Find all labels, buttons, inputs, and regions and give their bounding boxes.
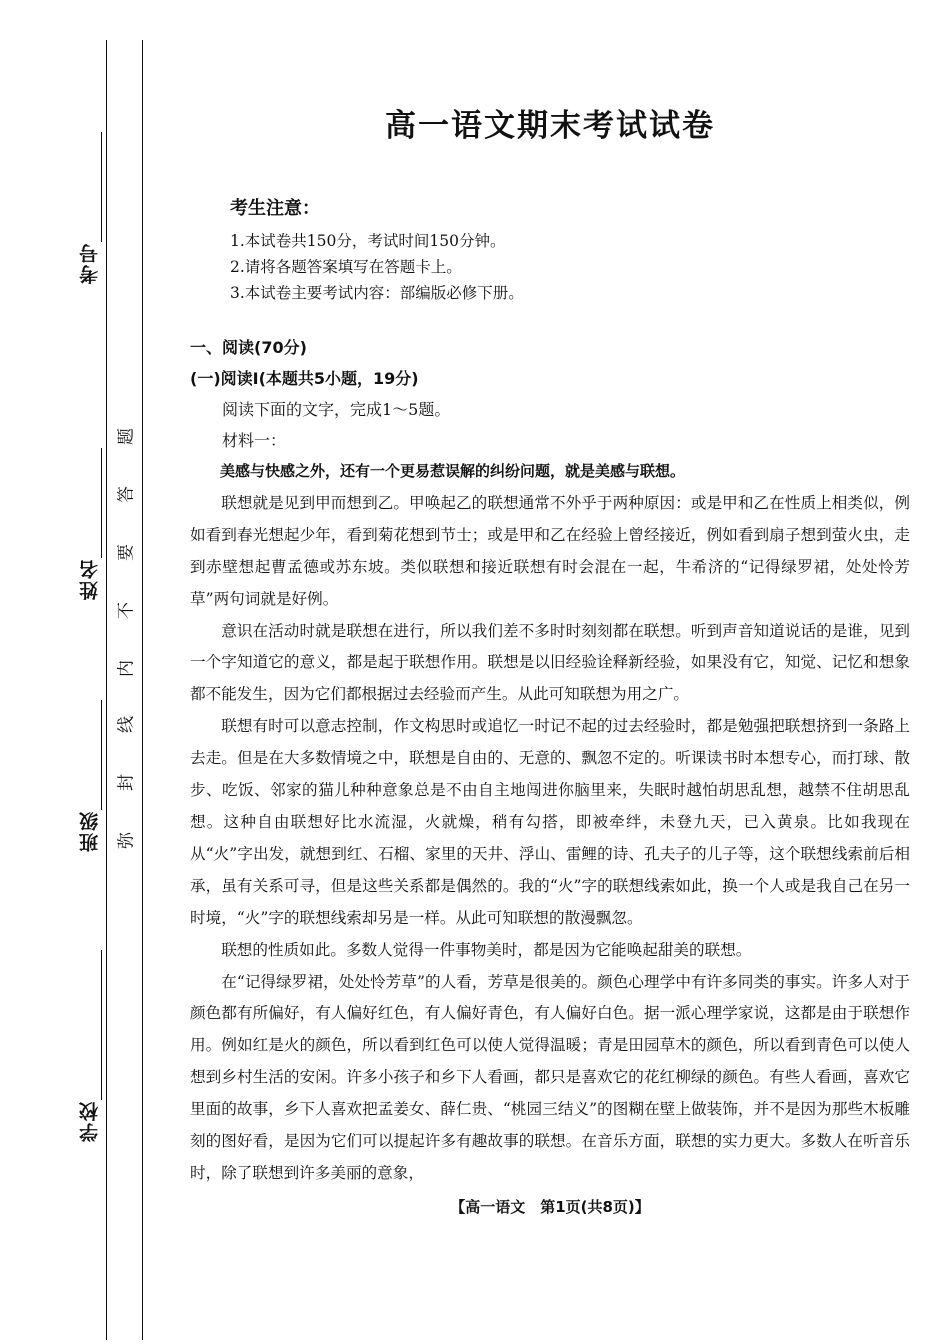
- school-blank[interactable]: [101, 950, 102, 1100]
- reading-instruction: 阅读下面的文字，完成1～5题。: [222, 400, 451, 419]
- section-subtitle: (一)阅读Ⅰ(本题共5小题，19分): [190, 369, 419, 388]
- exam-number-field[interactable]: [74, 132, 104, 284]
- name-field[interactable]: [74, 448, 104, 600]
- passage-paragraph: 在“记得绿罗裙，处处怜芳草”的人看，芳草是很美的。颜色心理学中有许多同类的事实。许多人对于颜色都有所偏好，有人偏好红色，有人偏好青色，有人偏好白色。据一派心理学家说，这都是由于联想作用。例如红是火的颜色，所以看到红色可以使人觉得温暖；青是田园草木的颜色，所以看到青色可以使人想到乡村生活的安闲。许多小孩子和乡下人看画，都只是喜欢它的花红柳绿的颜色。有些人看画，喜欢它里面的故事，乡下人喜欢把孟姜女、薛仁贵、“桃园三结义”的图糊在壁上做装饰，并不是因为那些木板雕刻的图好看，是因为它们可以提起许多有趣故事的联想。在音乐方面，联想的实力更大。多数人在听音乐时，除了联想到许多美丽的意象，: [190, 972, 910, 1182]
- passage-paragraph: 美感与快感之外，还有一个更易惹误解的纠纷问题，就是美感与联想。: [220, 462, 686, 480]
- class-label: 班级: [78, 810, 101, 852]
- exam-number-label: 考号: [78, 242, 101, 284]
- notice-heading: 考生注意：: [230, 198, 320, 219]
- notice-item: 1.本试卷共150分，考试时间150分钟。: [230, 232, 506, 250]
- notice-item: 2.请将各题答案填写在答题卡上。: [230, 258, 462, 276]
- page-footer: 【高一语文 第1页(共8页)】: [450, 1198, 650, 1216]
- candidate-notice: [230, 194, 870, 306]
- seal-char: 封: [116, 774, 137, 791]
- passage-paragraph: 意识在活动时就是联想在进行，所以我们差不多时时刻刻都在联想。听到声音知道说话的是谁，见到一个字知道它的意义，都是起于联想作用。联想是以旧经验诠释新经验，如果没有它，知觉、记忆和想象都不能发生，因为它们都根据过去经验而产生。从此可知联想为用之广。: [190, 621, 910, 704]
- section-title: 一、阅读(70分): [190, 338, 307, 357]
- name-label: 姓名: [78, 558, 101, 600]
- seal-char: 要: [116, 544, 137, 561]
- notice-item: 3.本试卷主要考试内容：部编版必修下册。: [230, 284, 524, 302]
- seal-char: 不: [116, 602, 137, 619]
- binding-strip: [0, 0, 160, 1344]
- name-blank[interactable]: [101, 448, 102, 558]
- seal-char: 题: [116, 428, 137, 445]
- passage-paragraph: 联想有时可以意志控制，作文构思时或追忆一时记不起的过去经验时，都是勉强把联想挤到一条路上去走。但是在大多数情境之中，联想是自由的、无意的、飘忽不定的。听课读书时本想专心，而打球、散步、吃饭、邻家的猫儿种种意象总是不由自主地闯进你脑里来，失眠时越怕胡思乱想，越禁不住胡思乱想。这种自由联想好比水流湿，火就燥，稍有勾搭，即被牵绊，未登九天，已入黄泉。比如我现在从“火”字出发，就想到红、石榴、家里的天井、浮山、雷鲤的诗、孔夫子的儿子等，这个联想线索前后相承，虽有关系可寻，但是这些关系都是偶然的。我的“火”字的联想线索如此，换一个人或是我自己在另一时境，“火”字的联想线索却另是一样。从此可知联想的散漫飘忽。: [190, 717, 910, 927]
- seal-char: 线: [116, 716, 137, 733]
- seal-char: 内: [116, 660, 137, 677]
- exam-title: 高一语文期末考试试卷: [385, 108, 715, 144]
- exam-number-blank[interactable]: [101, 132, 102, 242]
- binding-line-outer: [106, 40, 107, 1340]
- reading-section: [190, 332, 910, 1190]
- seal-line-notice: [108, 420, 140, 860]
- school-label: 学校: [78, 1100, 101, 1142]
- class-field[interactable]: [74, 700, 104, 852]
- seal-char: 弥: [116, 832, 137, 849]
- passage-paragraph: 联想就是见到甲而想到乙。甲唤起乙的联想通常不外乎于两种原因：或是甲和乙在性质上相类似，例如看到春光想起少年，看到菊花想到节士；或是甲和乙在经验上曾经接近，例如看到扇子想到萤火虫，走到赤壁想起曹孟德或苏东坡。类似联想和接近联想有时会混在一起，牛希济的“记得绿罗裙，处处怜芳草”两句词就是好例。: [190, 493, 910, 608]
- class-blank[interactable]: [101, 700, 102, 810]
- school-field[interactable]: [74, 950, 104, 1142]
- material-label: 材料一：: [222, 431, 287, 450]
- binding-line-inner: [142, 40, 143, 1340]
- seal-char: 答: [116, 486, 137, 503]
- passage-paragraph: 联想的性质如此。多数人觉得一件事物美时，都是因为它能唤起甜美的联想。: [221, 940, 752, 959]
